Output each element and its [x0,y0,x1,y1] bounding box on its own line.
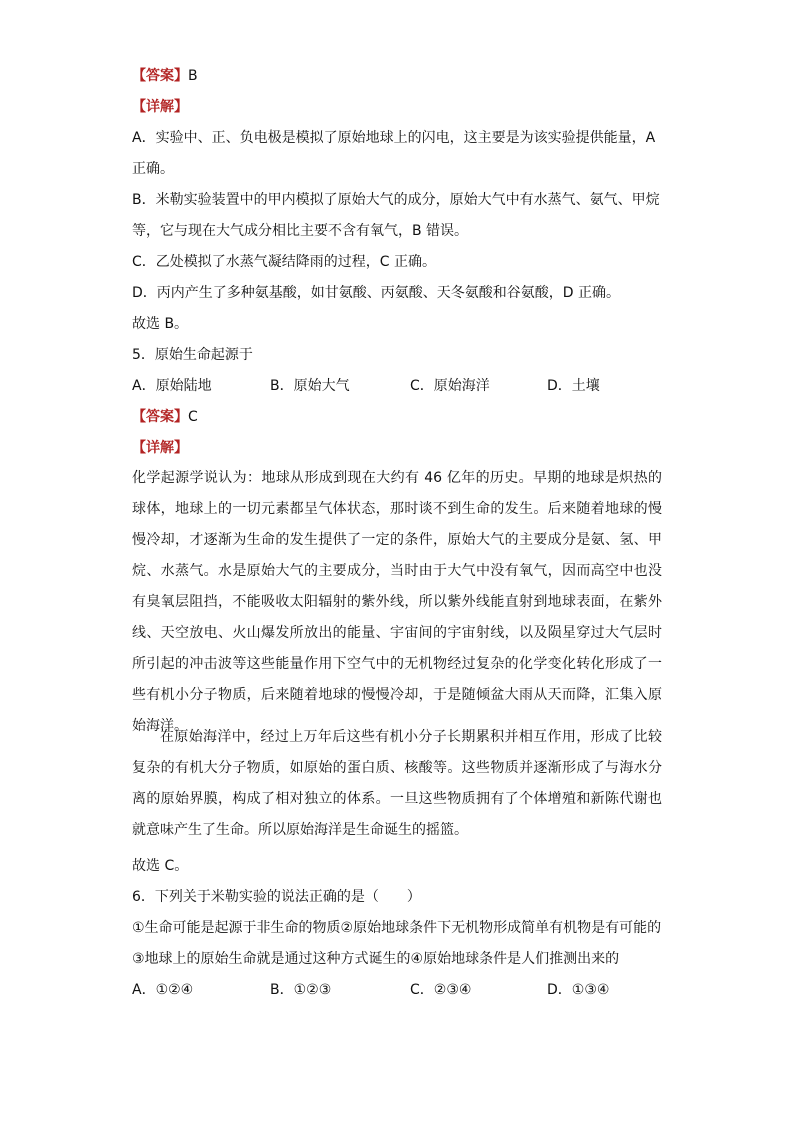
q6-statements-line1: ①生命可能是起源于非生命的物质②原始地球条件下无机物形成简单有机物是有可能的 [132,920,662,936]
q6-stem: 6．下列关于米勒实验的说法正确的是（ ） [132,889,421,905]
q4-explanation-a-line2: 正确。 [132,161,174,177]
q5-explanation-paragraph-2: 在原始海洋中，经过上万年后这些有机小分子长期累积并相互作用，形成了比较复杂的有机大分子物质，如原始的蛋白质、核酸等。这些物质并逐渐形成了与海水分离的原始界膜，构成了相对独立的体系。一旦这些物质拥有了个体增殖和新陈代谢也就意味产生了生命。所以原始海洋是生命诞生的摇篮。 [132,729,662,838]
q5-explanation-paragraph-1: 化学起源学说认为：地球从形成到现在大约有 46 亿年的历史。早期的地球是炽热的球体，地球上的一切元素都呈气体状态，那时谈不到生命的发生。后来随着地球的慢慢冷却，才逐渐为生命的发生提供了一定的条件，原始大气的主要成分是氨、氢、甲烷、水蒸气。水是原始大气的主要成分，当时由于大气中没有氧气，因而高空中也没有臭氧层阻挡，不能吸收太阳辐射的紫外线，所以紫外线能直射到地球表面，在紫外线、天空放电、火山爆发所放出的能量、宇宙间的宇宙射线，以及陨星穿过大气层时所引起的冲击波等这些能量作用下空气中的无机物经过复杂的化学变化转化形成了一些有机小分子物质，后来随着地球的慢慢冷却，于是随倾盆大雨从天而降，汇集入原始海洋。 [132,470,662,734]
detail-tag: 【详解】 [132,99,188,115]
detail-tag: 【详解】 [132,440,188,456]
q5-detail-line [132,438,188,458]
q5-answer-line [132,407,198,427]
answer-value: C [188,409,198,425]
q4-explanation-d: D．丙内产生了多种氨基酸，如甘氨酸、丙氨酸、天冬氨酸和谷氨酸，D 正确。 [132,285,621,301]
q5-option-d: D．土壤 [547,378,600,394]
q6-statements-line2: ③地球上的原始生命就是通过这种方式诞生的④原始地球条件是人们推测出来的 [132,951,620,967]
q6-option-c: C．②③④ [410,982,472,998]
q4-answer-line [132,66,198,86]
answer-value: B [188,68,198,84]
q6-option-a: A．①②④ [132,982,194,998]
q5-conclusion: 故选 C。 [132,858,189,874]
q4-explanation-b-line1: B．米勒实验装置中的甲内模拟了原始大气的成分，原始大气中有水蒸气、氨气、甲烷 [132,192,660,208]
q4-explanation-c: C．乙处模拟了水蒸气凝结降雨的过程，C 正确。 [132,254,436,270]
q6-option-d: D．①③④ [547,982,610,998]
q5-option-a: A．原始陆地 [132,378,212,394]
q5-option-c: C．原始海洋 [410,378,490,394]
q6-option-b: B．①②③ [270,982,332,998]
q4-explanation-b-line2: 等，它与现在大气成分相比主要不含有氧气，B 错误。 [132,223,469,239]
q5-stem: 5．原始生命起源于 [132,347,253,363]
q5-option-b: B．原始大气 [270,378,350,394]
answer-tag: 【答案】 [132,68,188,84]
q4-explanation-a-line1: A．实验中、正、负电极是模拟了原始地球上的闪电，这主要是为该实验提供能量，A [132,130,656,146]
answer-tag: 【答案】 [132,409,188,425]
q4-detail-line [132,97,188,117]
q4-conclusion: 故选 B。 [132,316,189,332]
